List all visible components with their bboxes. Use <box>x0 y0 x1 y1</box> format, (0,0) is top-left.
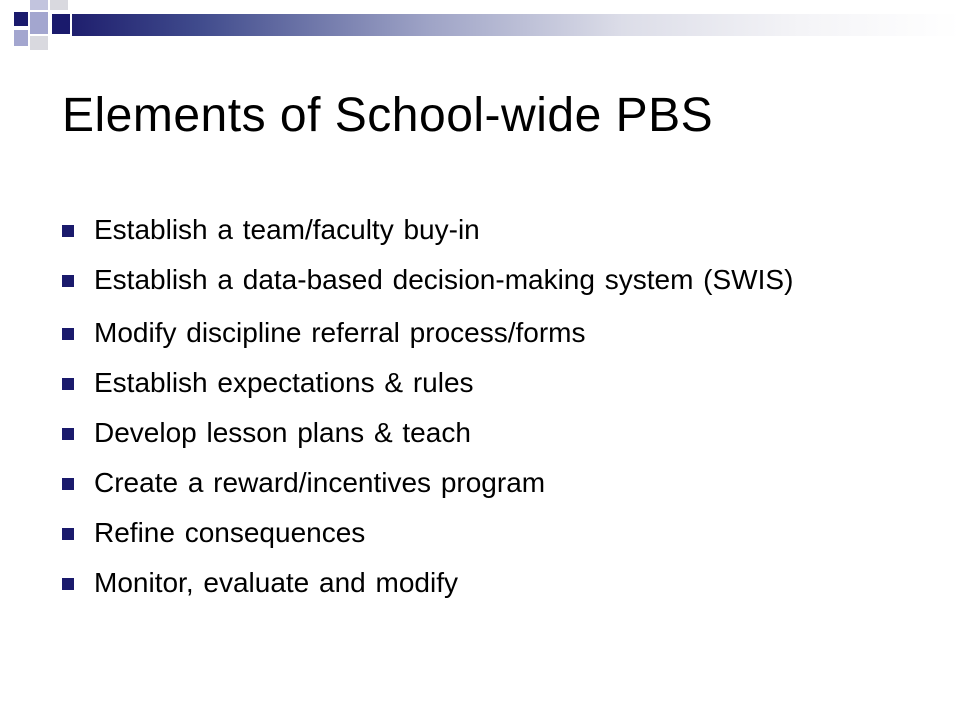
square-bullet-icon <box>62 275 74 287</box>
header-gradient-bar <box>72 14 960 36</box>
bullet-text: Establish a team/faculty buy-in <box>94 214 480 245</box>
square-bullet-icon <box>62 378 74 390</box>
slide-title: Elements of School-wide PBS <box>62 89 714 142</box>
square-bullet-icon <box>62 328 74 340</box>
navy-square-icon <box>14 12 28 26</box>
bullet-list <box>62 214 902 617</box>
square-bullet-icon <box>62 578 74 590</box>
bullet-text: Develop lesson plans & teach <box>94 417 471 448</box>
bullet-item <box>62 264 902 296</box>
bullet-item <box>62 214 902 246</box>
navy-square-icon <box>52 14 70 34</box>
bullet-text: Monitor, evaluate and modify <box>94 567 458 598</box>
bullet-item <box>62 317 902 349</box>
gray-square-icon <box>30 36 48 50</box>
square-bullet-icon <box>62 478 74 490</box>
bullet-text: Establish a data-based decision-making system (SWIS) <box>94 264 794 295</box>
square-bullet-icon <box>62 428 74 440</box>
bullet-item <box>62 367 902 399</box>
lavender-square-icon <box>14 30 28 46</box>
bullet-text: Refine consequences <box>94 517 366 548</box>
bullet-item <box>62 517 902 549</box>
square-bullet-icon <box>62 225 74 237</box>
lavender-square-icon <box>30 0 48 10</box>
bullet-item <box>62 567 902 599</box>
gray-square-icon <box>50 0 68 10</box>
bullet-item <box>62 467 902 499</box>
bullet-text: Modify discipline referral process/forms <box>94 317 586 348</box>
bullet-item <box>62 417 902 449</box>
bullet-text: Create a reward/incentives program <box>94 467 546 498</box>
bullet-text: Establish expectations & rules <box>94 367 474 398</box>
lavender-square-icon <box>30 12 48 34</box>
square-bullet-icon <box>62 528 74 540</box>
